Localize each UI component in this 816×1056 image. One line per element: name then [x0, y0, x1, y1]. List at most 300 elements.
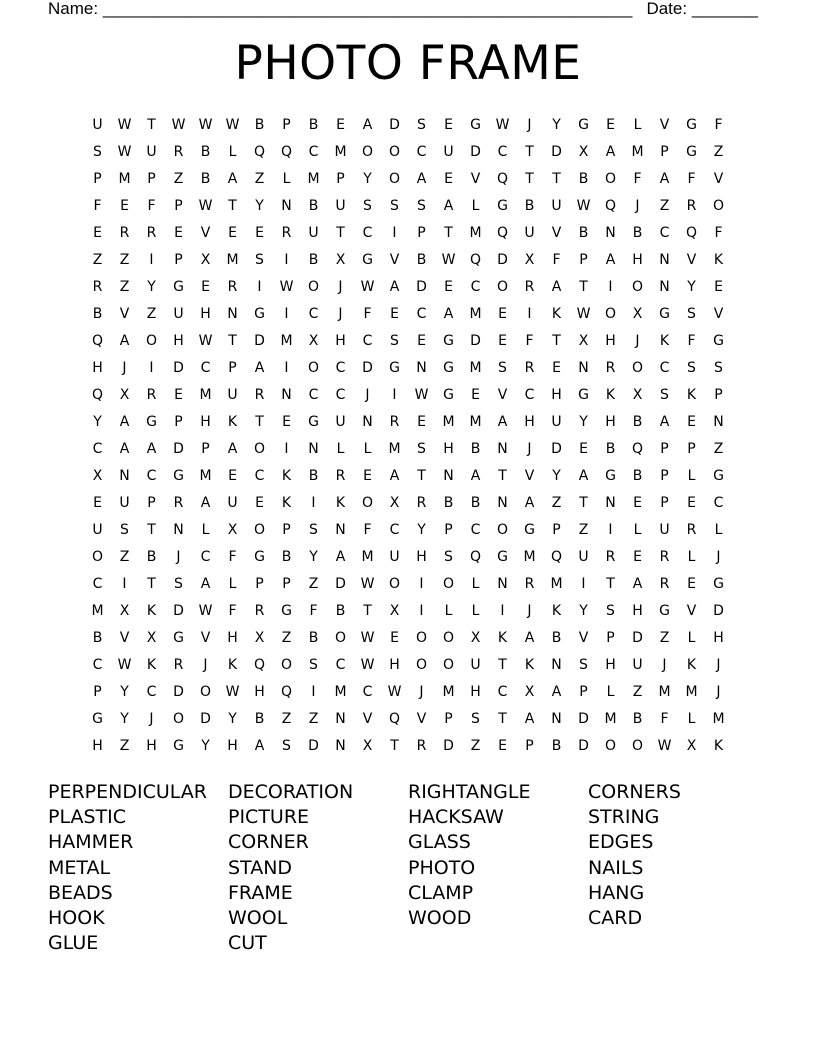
grid-letter[interactable]: H	[200, 414, 211, 430]
grid-letter[interactable]: U	[308, 225, 319, 241]
grid-letter[interactable]: F	[363, 522, 372, 538]
grid-letter[interactable]: O	[388, 144, 401, 160]
grid-letter[interactable]: V	[470, 171, 481, 187]
grid-letter[interactable]: I	[392, 225, 397, 241]
grid-letter[interactable]: D	[254, 333, 265, 349]
grid-letter[interactable]: G	[389, 360, 400, 376]
grid-letter[interactable]: T	[363, 603, 372, 619]
grid-letter[interactable]: M	[199, 387, 212, 403]
grid-letter[interactable]: Z	[632, 684, 643, 700]
grid-letter[interactable]: M	[334, 144, 347, 160]
grid-letter[interactable]: K	[551, 306, 562, 322]
grid-letter[interactable]: A	[443, 306, 454, 322]
grid-letter[interactable]: U	[335, 198, 346, 214]
grid-letter[interactable]: P	[552, 522, 561, 538]
grid-letter[interactable]: A	[119, 333, 130, 349]
grid-letter[interactable]: O	[172, 711, 185, 727]
grid-letter[interactable]: D	[470, 144, 481, 160]
grid-letter[interactable]: U	[146, 144, 157, 160]
grid-letter[interactable]: O	[388, 576, 401, 592]
grid-letter[interactable]: B	[551, 738, 562, 754]
grid-letter[interactable]: I	[581, 576, 586, 592]
grid-letter[interactable]: P	[174, 198, 183, 214]
grid-letter[interactable]: Q	[631, 441, 644, 457]
grid-letter[interactable]: R	[119, 225, 130, 241]
grid-letter[interactable]: O	[361, 495, 374, 511]
grid-letter[interactable]: D	[632, 630, 643, 646]
grid-letter[interactable]: H	[713, 630, 724, 646]
grid-letter[interactable]: X	[362, 738, 373, 754]
grid-letter[interactable]: L	[606, 684, 615, 700]
grid-letter[interactable]: A	[200, 495, 211, 511]
grid-letter[interactable]: V	[200, 225, 211, 241]
grid-letter[interactable]: K	[146, 657, 157, 673]
grid-letter[interactable]: M	[523, 549, 536, 565]
grid-letter[interactable]: L	[633, 522, 642, 538]
grid-letter[interactable]: T	[498, 711, 507, 727]
grid-letter[interactable]: C	[416, 144, 427, 160]
grid-letter[interactable]: S	[390, 333, 399, 349]
grid-letter[interactable]: A	[578, 468, 589, 484]
grid-letter[interactable]: D	[173, 441, 184, 457]
grid-letter[interactable]: L	[201, 522, 210, 538]
grid-letter[interactable]: L	[228, 144, 237, 160]
grid-letter[interactable]: R	[659, 549, 670, 565]
grid-letter[interactable]: A	[200, 576, 211, 592]
grid-letter[interactable]: S	[687, 306, 696, 322]
grid-letter[interactable]: O	[604, 171, 617, 187]
grid-letter[interactable]: O	[91, 549, 104, 565]
grid-letter[interactable]: X	[227, 522, 238, 538]
grid-letter[interactable]: M	[658, 684, 671, 700]
grid-letter[interactable]: G	[443, 333, 454, 349]
grid-letter[interactable]: L	[687, 711, 696, 727]
grid-letter[interactable]: E	[498, 306, 507, 322]
grid-letter[interactable]: J	[716, 657, 721, 673]
grid-letter[interactable]: T	[390, 738, 399, 754]
grid-letter[interactable]: F	[660, 711, 669, 727]
grid-letter[interactable]: P	[579, 252, 588, 268]
grid-letter[interactable]: E	[201, 279, 210, 295]
grid-letter[interactable]: W	[360, 630, 375, 646]
grid-letter[interactable]: B	[578, 171, 589, 187]
grid-letter[interactable]: G	[578, 117, 589, 133]
grid-letter[interactable]: J	[338, 279, 343, 295]
grid-letter[interactable]: W	[414, 387, 429, 403]
grid-letter[interactable]: C	[335, 360, 346, 376]
grid-letter[interactable]: G	[524, 522, 535, 538]
grid-letter[interactable]: R	[659, 576, 670, 592]
grid-letter[interactable]: D	[713, 603, 724, 619]
grid-letter[interactable]: F	[525, 333, 534, 349]
grid-letter[interactable]: P	[174, 252, 183, 268]
grid-letter[interactable]: S	[714, 360, 723, 376]
grid-letter[interactable]: B	[470, 495, 481, 511]
grid-letter[interactable]: S	[471, 711, 480, 727]
grid-letter[interactable]: B	[632, 711, 643, 727]
grid-letter[interactable]: J	[716, 684, 721, 700]
grid-letter[interactable]: G	[173, 468, 184, 484]
grid-letter[interactable]: R	[254, 603, 265, 619]
grid-letter[interactable]: Z	[281, 630, 292, 646]
grid-letter[interactable]: I	[419, 603, 424, 619]
grid-letter[interactable]: J	[716, 549, 721, 565]
grid-letter[interactable]: J	[149, 711, 154, 727]
grid-letter[interactable]: R	[605, 360, 616, 376]
grid-letter[interactable]: U	[524, 225, 535, 241]
grid-letter[interactable]: H	[605, 333, 616, 349]
grid-letter[interactable]: E	[444, 171, 453, 187]
grid-letter[interactable]: A	[524, 711, 535, 727]
grid-letter[interactable]: U	[389, 549, 400, 565]
grid-letter[interactable]: T	[336, 225, 345, 241]
grid-letter[interactable]: I	[284, 252, 289, 268]
grid-letter[interactable]: A	[254, 738, 265, 754]
grid-letter[interactable]: L	[687, 630, 696, 646]
grid-letter[interactable]: L	[444, 603, 453, 619]
grid-letter[interactable]: U	[551, 414, 562, 430]
grid-letter[interactable]: E	[498, 738, 507, 754]
grid-letter[interactable]: N	[281, 387, 292, 403]
grid-letter[interactable]: P	[687, 441, 696, 457]
grid-letter[interactable]: K	[605, 387, 616, 403]
grid-letter[interactable]: L	[633, 117, 642, 133]
grid-letter[interactable]: G	[605, 468, 616, 484]
grid-letter[interactable]: Y	[579, 603, 588, 619]
grid-letter[interactable]: W	[198, 333, 213, 349]
grid-letter[interactable]: M	[118, 171, 131, 187]
grid-letter[interactable]: E	[336, 117, 345, 133]
grid-letter[interactable]: S	[93, 144, 102, 160]
grid-letter[interactable]: T	[147, 117, 156, 133]
grid-letter[interactable]: F	[228, 603, 237, 619]
grid-letter[interactable]: H	[227, 630, 238, 646]
grid-letter[interactable]: B	[335, 603, 346, 619]
grid-letter[interactable]: S	[606, 603, 615, 619]
grid-letter[interactable]: A	[146, 441, 157, 457]
grid-letter[interactable]: C	[92, 441, 103, 457]
grid-letter[interactable]: M	[388, 441, 401, 457]
grid-letter[interactable]: N	[335, 738, 346, 754]
grid-letter[interactable]: N	[416, 360, 427, 376]
grid-letter[interactable]: G	[659, 306, 670, 322]
grid-letter[interactable]: Q	[496, 225, 509, 241]
grid-letter[interactable]: O	[280, 657, 293, 673]
grid-letter[interactable]: U	[92, 522, 103, 538]
date-blank[interactable]: _______	[691, 0, 759, 18]
grid-letter[interactable]: C	[200, 360, 211, 376]
grid-letter[interactable]: E	[363, 468, 372, 484]
grid-letter[interactable]: A	[335, 549, 346, 565]
grid-letter[interactable]: P	[444, 711, 453, 727]
grid-letter[interactable]: O	[442, 657, 455, 673]
grid-letter[interactable]: Z	[92, 252, 103, 268]
grid-letter[interactable]: G	[578, 387, 589, 403]
grid-letter[interactable]: U	[659, 522, 670, 538]
grid-letter[interactable]: X	[578, 333, 589, 349]
grid-letter[interactable]: P	[336, 171, 345, 187]
grid-letter[interactable]: S	[363, 198, 372, 214]
grid-letter[interactable]: K	[713, 738, 724, 754]
grid-letter[interactable]: H	[92, 738, 103, 754]
grid-letter[interactable]: R	[389, 414, 400, 430]
grid-letter[interactable]: I	[284, 360, 289, 376]
grid-letter[interactable]: T	[525, 144, 534, 160]
grid-letter[interactable]: B	[200, 144, 211, 160]
grid-letter[interactable]: Z	[659, 198, 670, 214]
grid-letter[interactable]: C	[470, 522, 481, 538]
grid-letter[interactable]: X	[632, 306, 643, 322]
grid-letter[interactable]: M	[604, 711, 617, 727]
grid-letter[interactable]: H	[227, 738, 238, 754]
grid-letter[interactable]: P	[174, 414, 183, 430]
grid-letter[interactable]: Y	[309, 549, 318, 565]
grid-letter[interactable]: A	[524, 495, 535, 511]
grid-letter[interactable]: H	[632, 603, 643, 619]
grid-letter[interactable]: D	[173, 684, 184, 700]
grid-letter[interactable]: E	[498, 333, 507, 349]
grid-letter[interactable]: H	[416, 549, 427, 565]
grid-letter[interactable]: C	[92, 657, 103, 673]
grid-letter[interactable]: M	[361, 549, 374, 565]
grid-letter[interactable]: A	[362, 117, 373, 133]
grid-letter[interactable]: I	[500, 603, 505, 619]
grid-letter[interactable]: N	[362, 414, 373, 430]
grid-letter[interactable]: T	[147, 522, 156, 538]
grid-letter[interactable]: O	[415, 657, 428, 673]
grid-letter[interactable]: Z	[659, 630, 670, 646]
grid-letter[interactable]: H	[92, 360, 103, 376]
grid-letter[interactable]: N	[659, 279, 670, 295]
grid-letter[interactable]: F	[552, 252, 561, 268]
grid-letter[interactable]: P	[147, 495, 156, 511]
grid-letter[interactable]: V	[119, 306, 130, 322]
grid-letter[interactable]: J	[527, 603, 532, 619]
grid-letter[interactable]: C	[254, 468, 265, 484]
grid-letter[interactable]: A	[119, 414, 130, 430]
grid-letter[interactable]: Q	[496, 171, 509, 187]
grid-letter[interactable]: K	[227, 657, 238, 673]
grid-letter[interactable]: Y	[228, 711, 237, 727]
grid-letter[interactable]: A	[470, 468, 481, 484]
grid-letter[interactable]: F	[93, 198, 102, 214]
grid-letter[interactable]: T	[228, 333, 237, 349]
grid-letter[interactable]: J	[419, 684, 424, 700]
grid-letter[interactable]: V	[524, 468, 535, 484]
grid-letter[interactable]: B	[524, 198, 535, 214]
grid-letter[interactable]: G	[659, 603, 670, 619]
grid-letter[interactable]: D	[551, 441, 562, 457]
grid-letter[interactable]: A	[659, 414, 670, 430]
grid-letter[interactable]: B	[92, 306, 103, 322]
grid-letter[interactable]: C	[308, 387, 319, 403]
grid-letter[interactable]: Y	[147, 279, 156, 295]
grid-letter[interactable]: Z	[146, 306, 157, 322]
grid-letter[interactable]: I	[392, 387, 397, 403]
grid-letter[interactable]: P	[255, 576, 264, 592]
grid-letter[interactable]: T	[552, 171, 561, 187]
grid-letter[interactable]: E	[228, 468, 237, 484]
grid-letter[interactable]: C	[308, 306, 319, 322]
grid-letter[interactable]: T	[255, 414, 264, 430]
grid-letter[interactable]: W	[225, 684, 240, 700]
grid-letter[interactable]: H	[470, 684, 481, 700]
grid-letter[interactable]: N	[605, 225, 616, 241]
grid-letter[interactable]: M	[631, 144, 644, 160]
grid-letter[interactable]: Q	[253, 144, 266, 160]
grid-letter[interactable]: P	[282, 117, 291, 133]
grid-letter[interactable]: B	[443, 495, 454, 511]
grid-letter[interactable]: P	[93, 171, 102, 187]
grid-letter[interactable]: N	[713, 414, 724, 430]
grid-letter[interactable]: Z	[173, 171, 184, 187]
grid-letter[interactable]: A	[389, 468, 400, 484]
grid-letter[interactable]: V	[578, 630, 589, 646]
grid-letter[interactable]: Y	[579, 414, 588, 430]
grid-letter[interactable]: A	[227, 171, 238, 187]
grid-letter[interactable]: O	[388, 171, 401, 187]
grid-letter[interactable]: L	[471, 603, 480, 619]
grid-letter[interactable]: X	[632, 387, 643, 403]
grid-letter[interactable]: R	[227, 279, 238, 295]
grid-letter[interactable]: N	[497, 441, 508, 457]
grid-letter[interactable]: L	[282, 171, 291, 187]
grid-letter[interactable]: H	[632, 252, 643, 268]
grid-letter[interactable]: H	[146, 738, 157, 754]
grid-letter[interactable]: O	[442, 576, 455, 592]
grid-letter[interactable]: A	[443, 198, 454, 214]
grid-letter[interactable]: S	[309, 657, 318, 673]
grid-letter[interactable]: C	[362, 684, 373, 700]
grid-letter[interactable]: A	[119, 441, 130, 457]
grid-letter[interactable]: J	[365, 387, 370, 403]
grid-letter[interactable]: S	[579, 657, 588, 673]
grid-letter[interactable]: C	[389, 522, 400, 538]
grid-letter[interactable]: N	[335, 711, 346, 727]
grid-letter[interactable]: Z	[713, 144, 724, 160]
grid-letter[interactable]: T	[228, 198, 237, 214]
grid-letter[interactable]: E	[390, 630, 399, 646]
grid-letter[interactable]: T	[579, 495, 588, 511]
grid-letter[interactable]: F	[309, 603, 318, 619]
grid-letter[interactable]: V	[416, 711, 427, 727]
grid-letter[interactable]: P	[579, 684, 588, 700]
grid-letter[interactable]: X	[524, 684, 535, 700]
grid-letter[interactable]: L	[471, 198, 480, 214]
grid-letter[interactable]: N	[227, 306, 238, 322]
grid-letter[interactable]: Q	[91, 333, 104, 349]
grid-letter[interactable]: F	[363, 306, 372, 322]
grid-letter[interactable]: V	[713, 171, 724, 187]
grid-letter[interactable]: M	[307, 171, 320, 187]
grid-letter[interactable]: L	[687, 549, 696, 565]
grid-letter[interactable]: M	[685, 684, 698, 700]
grid-letter[interactable]: L	[363, 441, 372, 457]
grid-letter[interactable]: V	[686, 252, 697, 268]
grid-letter[interactable]: A	[632, 576, 643, 592]
grid-letter[interactable]: O	[631, 279, 644, 295]
grid-letter[interactable]: J	[635, 333, 640, 349]
grid-letter[interactable]: G	[146, 414, 157, 430]
grid-letter[interactable]: B	[632, 468, 643, 484]
grid-letter[interactable]: B	[254, 117, 265, 133]
grid-letter[interactable]: Z	[119, 738, 130, 754]
grid-letter[interactable]: Q	[604, 198, 617, 214]
grid-letter[interactable]: N	[281, 198, 292, 214]
grid-letter[interactable]: H	[200, 306, 211, 322]
grid-letter[interactable]: I	[284, 441, 289, 457]
grid-letter[interactable]: W	[171, 117, 186, 133]
grid-letter[interactable]: H	[389, 657, 400, 673]
grid-letter[interactable]: W	[198, 198, 213, 214]
grid-letter[interactable]: T	[498, 657, 507, 673]
grid-letter[interactable]: W	[387, 684, 402, 700]
grid-letter[interactable]: A	[497, 414, 508, 430]
grid-letter[interactable]: M	[334, 684, 347, 700]
grid-letter[interactable]: N	[443, 468, 454, 484]
grid-letter[interactable]: E	[417, 333, 426, 349]
grid-letter[interactable]: D	[443, 738, 454, 754]
grid-letter[interactable]: P	[147, 171, 156, 187]
grid-letter[interactable]: F	[687, 333, 696, 349]
grid-letter[interactable]: Z	[470, 738, 481, 754]
grid-letter[interactable]: W	[657, 738, 672, 754]
grid-letter[interactable]: U	[632, 657, 643, 673]
grid-letter[interactable]: I	[257, 279, 262, 295]
grid-letter[interactable]: M	[280, 333, 293, 349]
grid-letter[interactable]: F	[714, 225, 723, 241]
grid-letter[interactable]: C	[362, 225, 373, 241]
grid-letter[interactable]: T	[147, 576, 156, 592]
grid-letter[interactable]: R	[335, 468, 346, 484]
grid-letter[interactable]: W	[576, 306, 591, 322]
grid-letter[interactable]: X	[578, 144, 589, 160]
grid-letter[interactable]: P	[714, 387, 723, 403]
grid-letter[interactable]: G	[497, 198, 508, 214]
grid-letter[interactable]: O	[361, 144, 374, 160]
grid-letter[interactable]: L	[336, 441, 345, 457]
grid-letter[interactable]: I	[122, 576, 127, 592]
grid-letter[interactable]: W	[117, 117, 132, 133]
grid-letter[interactable]: P	[417, 225, 426, 241]
grid-letter[interactable]: Z	[713, 441, 724, 457]
grid-letter[interactable]: B	[605, 441, 616, 457]
grid-letter[interactable]: N	[497, 576, 508, 592]
grid-letter[interactable]: I	[284, 306, 289, 322]
grid-letter[interactable]: Q	[253, 657, 266, 673]
grid-letter[interactable]: R	[173, 495, 184, 511]
grid-letter[interactable]: K	[497, 630, 508, 646]
grid-letter[interactable]: B	[254, 711, 265, 727]
grid-letter[interactable]: D	[173, 603, 184, 619]
grid-letter[interactable]: F	[147, 198, 156, 214]
grid-letter[interactable]: T	[579, 279, 588, 295]
grid-letter[interactable]: E	[255, 495, 264, 511]
grid-letter[interactable]: U	[227, 495, 238, 511]
grid-letter[interactable]: A	[524, 630, 535, 646]
grid-letter[interactable]: D	[335, 576, 346, 592]
grid-letter[interactable]: W	[198, 603, 213, 619]
grid-letter[interactable]: O	[307, 279, 320, 295]
grid-letter[interactable]: D	[362, 360, 373, 376]
grid-letter[interactable]: G	[173, 738, 184, 754]
grid-letter[interactable]: O	[253, 441, 266, 457]
grid-letter[interactable]: M	[199, 468, 212, 484]
grid-letter[interactable]: G	[173, 279, 184, 295]
grid-letter[interactable]: W	[360, 576, 375, 592]
grid-letter[interactable]: G	[281, 603, 292, 619]
grid-letter[interactable]: P	[201, 441, 210, 457]
